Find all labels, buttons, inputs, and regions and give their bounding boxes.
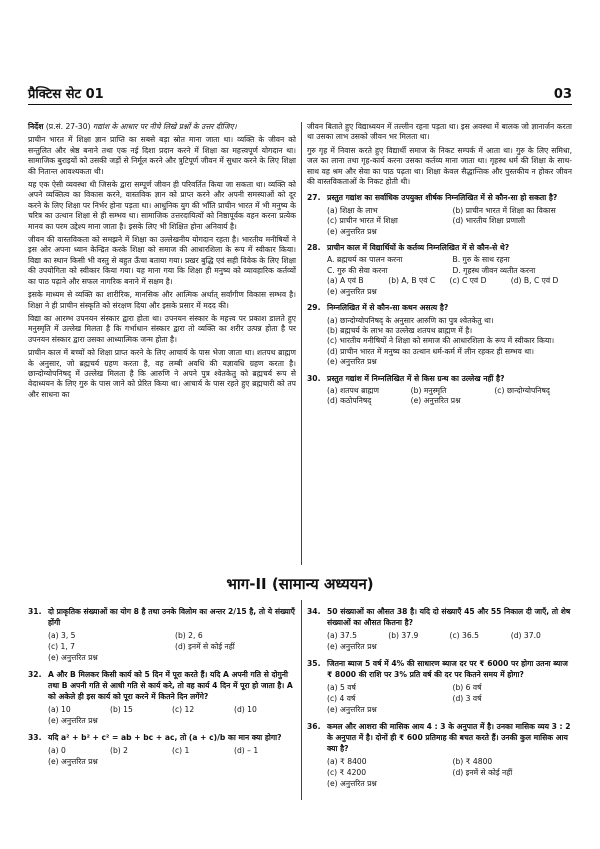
question-text: कमल और आशरा की मासिक आय 4 : 3 के अनुपात में है। उनका मासिक व्यय 3 : 2 के अनुपात में है। दोनों ही ₹ 600 प्रतिमाह की बचत करते हैं। उनकी कुल मासिक आय क्या है? (327, 722, 571, 753)
option[interactable]: (d) 37.0 (510, 631, 541, 640)
instruction-range: (प्र.सं. 27-30) (45, 122, 91, 131)
option[interactable]: (d) 3 वर्ष (452, 694, 482, 703)
question-number: 33. (28, 733, 42, 742)
passage-paragraph: प्राचीन काल में बच्चों को शिक्षा प्राप्त करने के लिए आचार्य के पास भेजा जाता था। शतपथ ब्राह्मण के अनुसार, जो ब्रह्मचर्य ग्रहण करता है, वह लम्बी अवधि की यज्ञावधि ग्रहण करता है। छान्दोग्योपनिषद् में उल्लेख मिलता है कि आरुणि ने अपने पुत्र श्वेतकेतु को ब्रह्मचर्य रूप से वेदाध्ययन के लिए गुरु के पास जाने को प्रेरित किया था। आचार्य के पास रहते हुए ब्रह्मचारी को तप और साधना का (28, 348, 296, 399)
question-number: 31. (28, 607, 42, 616)
options (307, 206, 572, 237)
question (28, 732, 296, 743)
option[interactable]: (e) अनुत्तरित प्रश्न (327, 705, 377, 714)
sub-item: C. गुरु की सेवा करना (327, 265, 388, 275)
question-number: 34. (307, 607, 321, 616)
question-text: 50 संख्याओं का औसत 38 है। यदि दो संख्याएँ 45 और 55 निकाल दी जाएँ, तो शेष संख्याओं का औसत कितना है? (327, 607, 571, 627)
option[interactable]: (d) B, C एवं D (510, 276, 559, 286)
options (307, 287, 572, 297)
option[interactable]: (a) 10 (48, 705, 71, 714)
options (307, 316, 572, 368)
question (307, 303, 572, 313)
question-number: 36. (307, 722, 321, 731)
option[interactable]: (e) अनुत्तरित प्रश्न (327, 286, 377, 296)
option[interactable]: (a) शिक्षा के लाभ (327, 205, 378, 215)
question-text: प्राचीन काल में विद्यार्थियों के कर्तव्य निम्नलिखित में से कौन-से थे? (327, 243, 510, 253)
question-number: 27. (307, 193, 321, 203)
option[interactable]: (b) 37.9 (388, 631, 419, 640)
question-text: प्रस्तुत गद्यांश में निम्नलिखित में से किस ग्रन्थ का उल्लेख नहीं है? (327, 373, 505, 383)
section-title: भाग-II (सामान्य अध्ययन) (226, 575, 374, 593)
column-divider (301, 122, 302, 565)
options (28, 715, 296, 726)
option[interactable]: (c) छान्दोग्योपनिषद् (494, 385, 550, 395)
option[interactable]: (c) प्राचीन भारत में शिक्षा (327, 216, 398, 226)
question-text: जितना ब्याज 5 वर्ष में 4% की साधारण ब्याज दर पर ₹ 6000 पर होगा उतना ब्याज ₹ 8000 की राशि पर 3% प्रति वर्ष की दर पर कितने समय में होगा? (327, 659, 568, 679)
passage-paragraph: जीवन बिताते हुए विद्याध्ययन में तल्लीन रहना पड़ता था। इस अवस्था में बालक जो ज्ञानार्जन करता था उसका लाभ उसको जीवन भर मिलता था। (307, 122, 572, 142)
options (307, 386, 572, 407)
sub-item: D. गृहस्थ जीवन व्यतीत करना (452, 265, 536, 275)
sub-item: A. ब्रह्मचर्य का पालन करना (327, 255, 403, 265)
sub-item: B. गुरु के साथ रहना (452, 255, 510, 265)
option[interactable]: (a) छान्दोग्योपनिषद् के अनुसार आरुणि का पुत्र श्वेतकेतु था। (327, 315, 494, 325)
option[interactable]: (e) अनुत्तरित प्रश्न (48, 653, 98, 662)
option[interactable]: (d) प्राचीन भारत में मनुष्य का उत्थान धर्म-कर्म में लीन रहकर ही सम्भव था। (327, 346, 534, 356)
passage-paragraph: प्राचीन भारत में शिक्षा ज्ञान प्राप्ति का सबसे बड़ा स्रोत माना जाता था। व्यक्ति के जीवन को सन्तुलित और श्रेष्ठ बनाने तथा एक नई दिशा प्रदान करने में शिक्षा का महत्त्वपूर्ण योगदान था। सामाजिक बुराइयों को उसकी जड़ों से निर्मूल करने और त्रुटिपूर्ण जीवन में सुधार करने के लिए शिक्षा की नितान्त आवश्यकता थी। (28, 135, 296, 176)
option[interactable]: (b) A, B एवं C (388, 276, 436, 286)
option[interactable]: (a) 37.5 (327, 631, 357, 640)
options (307, 682, 572, 715)
option[interactable]: (d) भारतीय शिक्षा प्रणाली (452, 216, 526, 226)
question-number: 28. (307, 243, 321, 253)
option[interactable]: (c) 1 (172, 746, 190, 755)
question-number: 30. (307, 373, 321, 383)
option[interactable]: (a) ₹ 8400 (327, 757, 367, 766)
options (307, 641, 572, 652)
option[interactable]: (c) 1, 7 (48, 642, 76, 651)
instruction-label: निर्देश (28, 122, 44, 131)
options (28, 756, 296, 767)
question-text: निम्नलिखित में से कौन-सा कथन असत्य है? (327, 303, 449, 313)
question-text: A और B मिलकर किसी कार्य को 5 दिन में पूरा करते हैं। यदि A अपनी गति से दोगुनी तथा B अपनी गति से आधी गति से कार्य करे, तो वह कार्य 4 दिन में पूरा हो जाता है। A को अकेले ही इस कार्य को पूरा करने में कितने दिन लगेंगे? (48, 670, 293, 701)
question (28, 669, 296, 702)
page-header (28, 80, 572, 105)
option[interactable]: (e) अनुत्तरित प्रश्न (48, 757, 98, 766)
option[interactable]: (a) 3, 5 (48, 631, 76, 640)
options (28, 704, 296, 715)
option[interactable]: (d) 10 (234, 705, 257, 714)
question-number: 35. (307, 659, 321, 668)
option[interactable]: (c) 4 वर्ष (327, 694, 356, 703)
options (307, 756, 572, 789)
options (307, 276, 572, 286)
option[interactable]: (e) अनुत्तरित प्रश्न (327, 779, 377, 788)
option[interactable]: (b) ₹ 4800 (452, 757, 493, 766)
question-number: 32. (28, 670, 42, 679)
option[interactable]: (d) – 1 (234, 746, 259, 755)
options (28, 745, 296, 756)
passage-paragraph: गुरु गृह में निवास करते हुए विद्यार्थी समाज के निकट सम्पर्क में आता था। गुरु के लिए समिधा, जल का लाना तथा गृह-कार्य करना उसका कर्तव्य माना जाता था। गृहस्थ धर्म की शिक्षा के साथ-साथ वह श्रम और सेवा का पाठ पढ़ता था। शिक्षा केवल सैद्धान्तिक और पुस्तकीय न होकर जीवन की वास्तविकताओं के निकट होती थी। (307, 145, 572, 187)
option[interactable]: (e) अनुत्तरित प्रश्न (327, 226, 377, 236)
passage-paragraph: यह एक ऐसी व्यवस्था थी जिसके द्वारा सम्पूर्ण जीवन ही परिवर्तित किया जा सकता था। व्यक्ति को अपने व्यक्तित्व का विकास करने, वास्तविक ज्ञान को प्राप्त करने और अपनी समस्याओं को दूर करने के लिए शिक्षा पर निर्भर होना पड़ता था। आधुनिक युग की भाँति प्राचीन भारत में भी मनुष्य के चरित्र का उत्थान शिक्षा से ही सम्भव था। सामाजिक उत्तरदायित्वों को निष्ठापूर्वक वहन करना प्रत्येक मानव का परम उद्देश्य माना जाता है। इसके लिए भी शिक्षित होना अनिवार्य है। (28, 180, 296, 231)
option[interactable]: (b) प्राचीन भारत में शिक्षा का विकास (452, 205, 556, 215)
option[interactable]: (d) इनमें से कोई नहीं (175, 642, 235, 651)
instruction-text: गद्यांश के आधार पर नीचे लिखे प्रश्नों के उत्तर दीजिए। (92, 122, 237, 131)
question (307, 658, 572, 680)
question (307, 374, 572, 384)
question-text: यदि a² + b² + c² = ab + bc + ac, तो (a + c)/b का मान क्या होगा? (48, 733, 282, 742)
question-text: दो प्राकृतिक संख्याओं का योग 8 है तथा उनके विलोम का अन्तर 2/15 है, तो ये संख्याएँ होंगी (48, 607, 295, 627)
option[interactable]: (e) अनुत्तरित प्रश्न (410, 396, 461, 406)
question (28, 606, 296, 628)
option[interactable]: (b) 2 (110, 746, 128, 755)
option[interactable]: (a) 0 (48, 746, 66, 755)
option[interactable]: (c) 36.5 (449, 631, 479, 640)
passage-paragraph: इसके माध्यम से व्यक्ति का शारीरिक, मानसिक और आत्मिक अर्थात् सर्वांगीण विकास सम्भव है। शिक्षा ने ही प्राचीन संस्कृति को संरक्षण दिया और इसके प्रसार में मदद की। (28, 290, 296, 310)
option[interactable]: (e) अनुत्तरित प्रश्न (327, 642, 377, 651)
passage-left-column (28, 122, 296, 403)
option[interactable]: (a) A एवं B (327, 276, 364, 286)
question (307, 606, 572, 628)
page-number: 03 (553, 87, 572, 102)
options (28, 630, 296, 663)
passage-right-column (307, 122, 572, 407)
questions-right-column (307, 600, 572, 789)
option[interactable]: (c) C एवं D (449, 276, 487, 286)
option[interactable]: (b) ब्रह्मचर्य के लाभ का उल्लेख शतपथ ब्राह्मण में है। (327, 325, 473, 335)
option[interactable]: (a) 5 वर्ष (327, 683, 356, 692)
question-number: 29. (307, 303, 321, 313)
option[interactable]: (b) मनुस्मृति (410, 385, 447, 395)
option[interactable]: (c) भारतीय मनीषियों ने शिक्षा को समाज की आधारशिला के रूप में स्वीकार किया। (327, 336, 555, 346)
option[interactable]: (d) कठोपनिषद् (327, 396, 372, 406)
passage-paragraph: विद्या का आरम्भ उपनयन संस्कार द्वारा होता था। उपनयन संस्कार के महत्त्व पर प्रकाश डालते हुए मनुस्मृति में उल्लेख मिलता है कि गर्भाधान संस्कार द्वारा तो व्यक्ति का शरीर उत्पन्न होता है पर उपनयन संस्कार द्वारा उसका आध्यात्मिक जन्म होता है। (28, 313, 296, 344)
question (307, 193, 572, 203)
sub-items (307, 255, 572, 276)
option[interactable]: (b) 2, 6 (175, 631, 203, 640)
questions-left-column (28, 600, 296, 767)
option[interactable]: (d) इनमें से कोई नहीं (452, 768, 513, 777)
option[interactable]: (e) अनुत्तरित प्रश्न (327, 357, 377, 367)
question (307, 243, 572, 253)
option[interactable]: (a) शतपथ ब्राह्मण (327, 385, 379, 395)
instruction (28, 122, 296, 132)
question-text: प्रस्तुत गद्यांश का सर्वाधिक उपयुक्त शीर्षक निम्नलिखित में से कौन-सा हो सकता है? (327, 193, 558, 203)
options (307, 630, 572, 641)
option[interactable]: (b) 15 (110, 705, 133, 714)
passage-paragraph: जीवन की वास्तविकता को समझने में शिक्षा का उल्लेखनीय योगदान रहता है। भारतीय मनीषियों ने इस ओर अपना ध्यान केन्द्रित करके शिक्षा को समाज की आधारशिला के रूप में स्वीकार किया। विद्या का स्थान किसी भी वस्तु से बहुत ऊँचा बताया गया। प्रखर बुद्धि एवं सही विवेक के लिए शिक्षा की उपयोगिता को स्वीकार किया गया। यह माना गया कि शिक्षा ही मनुष्य को व्यावहारिक कर्तव्यों का पाठ पढ़ाने और सफल नागरिक बनाने में सक्षम है। (28, 235, 296, 286)
column-divider (301, 600, 302, 800)
option[interactable]: (b) 6 वर्ष (452, 683, 482, 692)
option[interactable]: (e) अनुत्तरित प्रश्न (48, 716, 98, 725)
header-title: प्रैक्टिस सेट 01 (28, 87, 104, 102)
option[interactable]: (c) 12 (172, 705, 195, 714)
option[interactable]: (c) ₹ 4200 (327, 768, 367, 777)
question (307, 721, 572, 754)
